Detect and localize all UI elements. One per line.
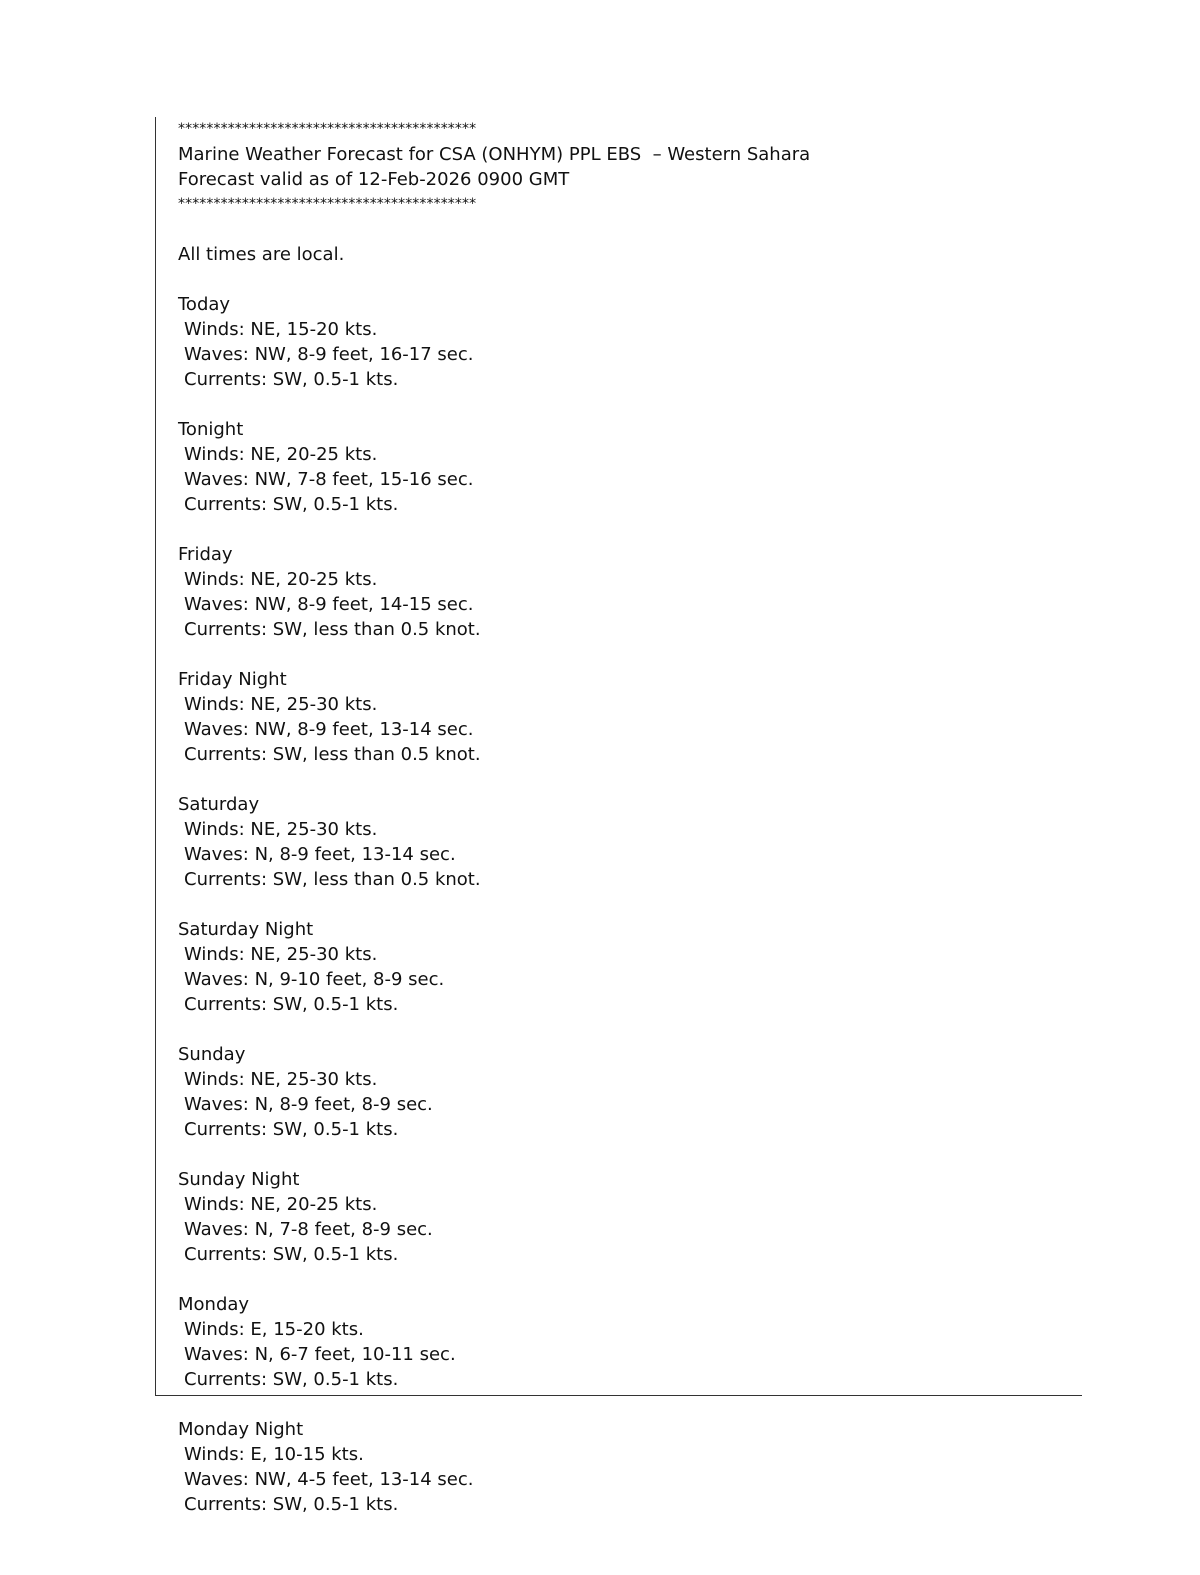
period-winds: Winds: NE, 15-20 kts. [184,319,378,340]
forecast-title: Marine Weather Forecast for CSA (ONHYM) PPL EBS – Western Sahara [178,144,811,165]
forecast-period [178,792,1078,917]
period-name: Saturday [178,794,260,815]
period-name: Sunday [178,1044,246,1065]
spacer [178,1392,1078,1417]
spacer [178,1142,1078,1167]
spacer [178,1017,1078,1042]
period-name: Today [178,294,231,315]
forecast-period [178,917,1078,1042]
period-winds: Winds: NE, 25-30 kts. [184,819,378,840]
period-currents: Currents: SW, less than 0.5 knot. [184,869,481,890]
period-name: Friday [178,544,233,565]
spacer [178,217,1078,242]
period-waves: Waves: N, 8-9 feet, 8-9 sec. [184,1094,433,1115]
spacer [178,892,1078,917]
forecast-period [178,417,1078,542]
period-currents: Currents: SW, 0.5-1 kts. [184,1369,399,1390]
period-winds: Winds: NE, 25-30 kts. [184,1069,378,1090]
header-stars-bottom: ****************************************** [178,196,477,212]
period-winds: Winds: NE, 20-25 kts. [184,569,378,590]
period-currents: Currents: SW, less than 0.5 knot. [184,744,481,765]
forecast-valid-time: Forecast valid as of 12-Feb-2026 0900 GMT [178,169,570,190]
forecast-period [178,1292,1078,1417]
period-name: Tonight [178,419,244,440]
header-stars-top: ****************************************** [178,121,477,137]
period-currents: Currents: SW, 0.5-1 kts. [184,369,399,390]
period-waves: Waves: NW, 8-9 feet, 16-17 sec. [184,344,474,365]
period-winds: Winds: NE, 25-30 kts. [184,694,378,715]
forecast-document [178,117,1078,1517]
period-name: Saturday Night [178,919,314,940]
period-currents: Currents: SW, 0.5-1 kts. [184,1119,399,1140]
period-waves: Waves: NW, 8-9 feet, 13-14 sec. [184,719,474,740]
forecast-period [178,542,1078,667]
time-zone-note: All times are local. [178,244,345,265]
period-winds: Winds: E, 15-20 kts. [184,1319,364,1340]
forecast-period [178,1042,1078,1167]
period-waves: Waves: NW, 4-5 feet, 13-14 sec. [184,1469,474,1490]
period-currents: Currents: SW, less than 0.5 knot. [184,619,481,640]
forecast-period [178,292,1078,417]
forecast-period [178,1417,1078,1517]
forecast-period [178,667,1078,792]
spacer [178,1267,1078,1292]
spacer [178,767,1078,792]
period-waves: Waves: N, 8-9 feet, 13-14 sec. [184,844,456,865]
period-winds: Winds: NE, 20-25 kts. [184,444,378,465]
period-winds: Winds: NE, 25-30 kts. [184,944,378,965]
forecast-period [178,1167,1078,1292]
period-waves: Waves: N, 7-8 feet, 8-9 sec. [184,1219,433,1240]
period-name: Monday Night [178,1419,304,1440]
period-waves: Waves: NW, 8-9 feet, 14-15 sec. [184,594,474,615]
spacer [178,392,1078,417]
left-border-rule [155,117,156,1396]
period-winds: Winds: NE, 20-25 kts. [184,1194,378,1215]
spacer [178,517,1078,542]
period-waves: Waves: N, 6-7 feet, 10-11 sec. [184,1344,456,1365]
spacer [178,267,1078,292]
spacer [178,642,1078,667]
period-waves: Waves: N, 9-10 feet, 8-9 sec. [184,969,445,990]
period-winds: Winds: E, 10-15 kts. [184,1444,364,1465]
period-name: Friday Night [178,669,287,690]
period-name: Monday [178,1294,250,1315]
period-currents: Currents: SW, 0.5-1 kts. [184,494,399,515]
period-currents: Currents: SW, 0.5-1 kts. [184,1494,399,1515]
period-currents: Currents: SW, 0.5-1 kts. [184,1244,399,1265]
period-waves: Waves: NW, 7-8 feet, 15-16 sec. [184,469,474,490]
period-name: Sunday Night [178,1169,300,1190]
period-currents: Currents: SW, 0.5-1 kts. [184,994,399,1015]
